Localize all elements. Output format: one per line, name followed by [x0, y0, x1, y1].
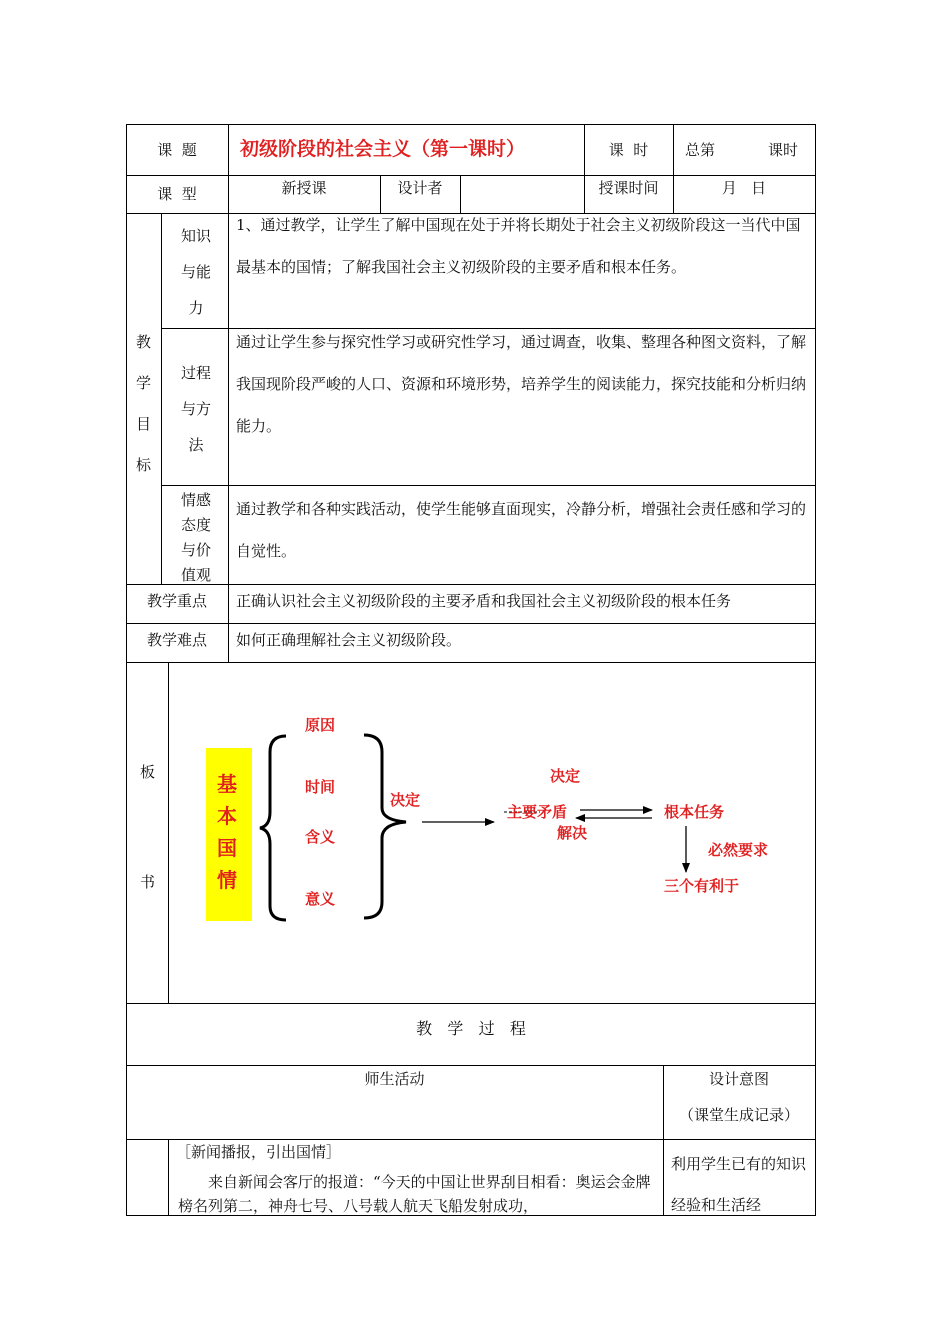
time-label: 授课时间 — [598, 179, 659, 197]
label-main-contradiction: 主要矛盾 — [507, 803, 568, 821]
design-header: 设计意图 — [708, 1070, 769, 1088]
process-label: 过程与方法 — [180, 364, 211, 454]
process-text: 通过让学生参与探究性学习或研究性学习，通过调查，收集、整理各种图文资料，了解我国现阶段严峻的人口、资源和环境形势，培养学生的阅读能力，探究技能和分析归纳能力。 — [236, 333, 807, 435]
label-three-favorable: 三个有利于 — [664, 877, 740, 895]
objectives-label: 教学目标 — [136, 333, 152, 474]
board-label-top: 板 — [140, 763, 156, 781]
process-title: 教 学 过 程 — [416, 1019, 526, 1038]
time-value: 月 日 — [721, 179, 767, 197]
board-label-bottom: 书 — [140, 873, 156, 891]
difficulty-label: 教学难点 — [146, 631, 207, 649]
type-value: 新授课 — [281, 179, 327, 197]
item-significance: 意义 — [305, 890, 336, 908]
period-label: 课 时 — [608, 141, 649, 159]
designer-label: 设计者 — [397, 179, 443, 197]
left-brace — [260, 736, 286, 920]
label-decide-1: 决定 — [390, 791, 421, 809]
emotion-text: 通过教学和各种实践活动，使学生能够直面现实，冷静分析，增强社会责任感和学习的自觉性。 — [236, 500, 807, 560]
item-cause: 原因 — [305, 716, 336, 734]
right-brace — [364, 735, 406, 918]
news-text: 来自新闻会客厅的报道：“今天的中国让世界刮目相看：奥运会金牌榜名列第二，神舟七号、八号载人航天飞船发射成功， — [178, 1173, 651, 1215]
news-title: ［新闻播报，引出国情］ — [176, 1143, 342, 1161]
key-point-text: 正确认识社会主义初级阶段的主要矛盾和我国社会主义初级阶段的根本任务 — [236, 592, 732, 610]
item-time: 时间 — [305, 778, 336, 796]
label-fundamental-task: 根本任务 — [664, 803, 725, 821]
label-decide-2: 决定 — [550, 767, 581, 785]
emotion-label: 情感态度与价值观 — [180, 491, 211, 584]
lesson-title: 初级阶段的社会主义（第一课时） — [240, 138, 526, 160]
item-meaning: 含义 — [305, 828, 336, 846]
design-text: 利用学生已有的知识经验和生活经 — [671, 1155, 807, 1214]
core-char-4: 情 — [217, 868, 237, 892]
type-label: 课 型 — [157, 185, 197, 203]
topic-label: 课 题 — [157, 141, 197, 159]
activity-header: 师生活动 — [364, 1070, 425, 1088]
difficulty-text: 如何正确理解社会主义初级阶段。 — [236, 631, 462, 649]
knowledge-label: 知识与能力 — [180, 227, 211, 317]
total-label: 总第 — [685, 141, 716, 159]
design-subheader: （课堂生成记录） — [678, 1106, 799, 1124]
label-requirement: 必然要求 — [708, 841, 769, 859]
period-suffix: 课时 — [768, 141, 799, 159]
core-char-3: 国 — [217, 836, 237, 860]
key-point-label: 教学重点 — [146, 592, 207, 610]
core-char-1: 基 — [217, 772, 237, 796]
core-char-2: 本 — [217, 804, 237, 828]
label-solve: 解决 — [557, 824, 588, 842]
knowledge-text: 1、通过教学，让学生了解中国现在处于并将长期处于社会主义初级阶段这一当代中国最基本的国情；了解我国社会主义初级阶段的主要矛盾和根本任务。 — [236, 216, 801, 276]
